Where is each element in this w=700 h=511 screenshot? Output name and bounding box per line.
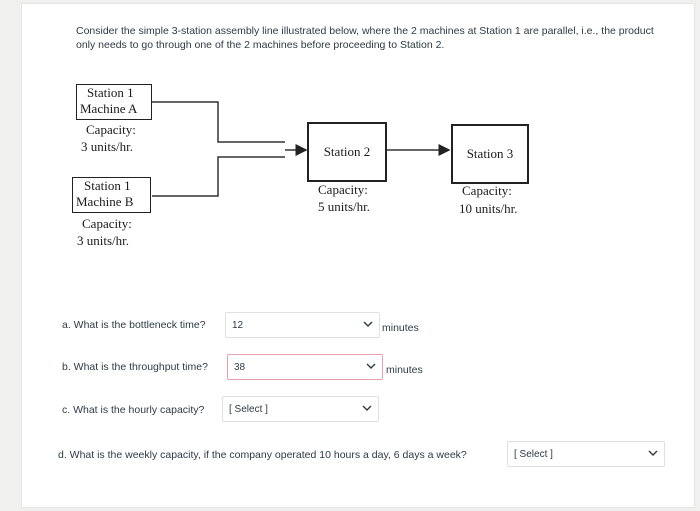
throughput-time-select[interactable] [227, 354, 383, 380]
intro-line-2: only needs to go through one of the 2 machines before proceeding to Station 2. [76, 39, 445, 51]
question-b-label: b. What is the throughput time? [62, 361, 208, 373]
bottleneck-time-value: 12 [232, 320, 244, 331]
station1-machine-a-box [76, 84, 152, 120]
station3-capacity-label: Capacity: [462, 183, 512, 198]
intro-line-1: Consider the simple 3-station assembly line illustrated below, where the 2 machines at Station 1 are parallel, i.e., the product [76, 25, 654, 37]
question-d-label: d. What is the weekly capacity, if the company operated 10 hours a day, 6 days a week? [58, 449, 467, 461]
machine-b-connector [152, 157, 285, 196]
station3-box [451, 124, 529, 184]
station2-name: Station 2 [323, 144, 371, 159]
machine-b-capacity-label: Capacity: [82, 216, 132, 231]
weekly-capacity-value: [ Select ] [514, 449, 553, 460]
chevron-down-icon [366, 361, 376, 371]
weekly-capacity-select[interactable] [507, 441, 665, 467]
machine-b-line2: Machine B [76, 194, 134, 209]
machine-a-capacity-value: 3 units/hr. [81, 139, 134, 154]
bottleneck-time-select[interactable] [225, 312, 380, 338]
station2-capacity-value: 5 units/hr. [318, 199, 371, 214]
station3-capacity-value: 10 units/hr. [459, 201, 518, 216]
machine-a-capacity-label: Capacity: [86, 122, 136, 137]
station2-capacity-label: Capacity: [318, 182, 368, 197]
hourly-capacity-select[interactable] [222, 396, 379, 422]
station1-machine-b-box [72, 177, 151, 213]
machine-a-line1: Station 1 [87, 85, 134, 100]
machine-b-line1: Station 1 [84, 178, 131, 193]
hourly-capacity-value: [ Select ] [229, 404, 268, 415]
question-a-label: a. What is the bottleneck time? [62, 319, 206, 331]
station2-box [307, 122, 387, 182]
throughput-time-value: 38 [234, 362, 246, 373]
question-b-unit: minutes [386, 364, 423, 376]
machine-a-connector [152, 102, 285, 142]
machine-b-capacity-value: 3 units/hr. [77, 233, 130, 248]
station3-name: Station 3 [466, 146, 514, 161]
question-a-unit: minutes [382, 322, 419, 334]
chevron-down-icon [362, 403, 372, 413]
chevron-down-icon [648, 448, 658, 458]
machine-a-line2: Machine A [80, 101, 138, 116]
chevron-down-icon [363, 319, 373, 329]
question-c-label: c. What is the hourly capacity? [62, 404, 205, 416]
